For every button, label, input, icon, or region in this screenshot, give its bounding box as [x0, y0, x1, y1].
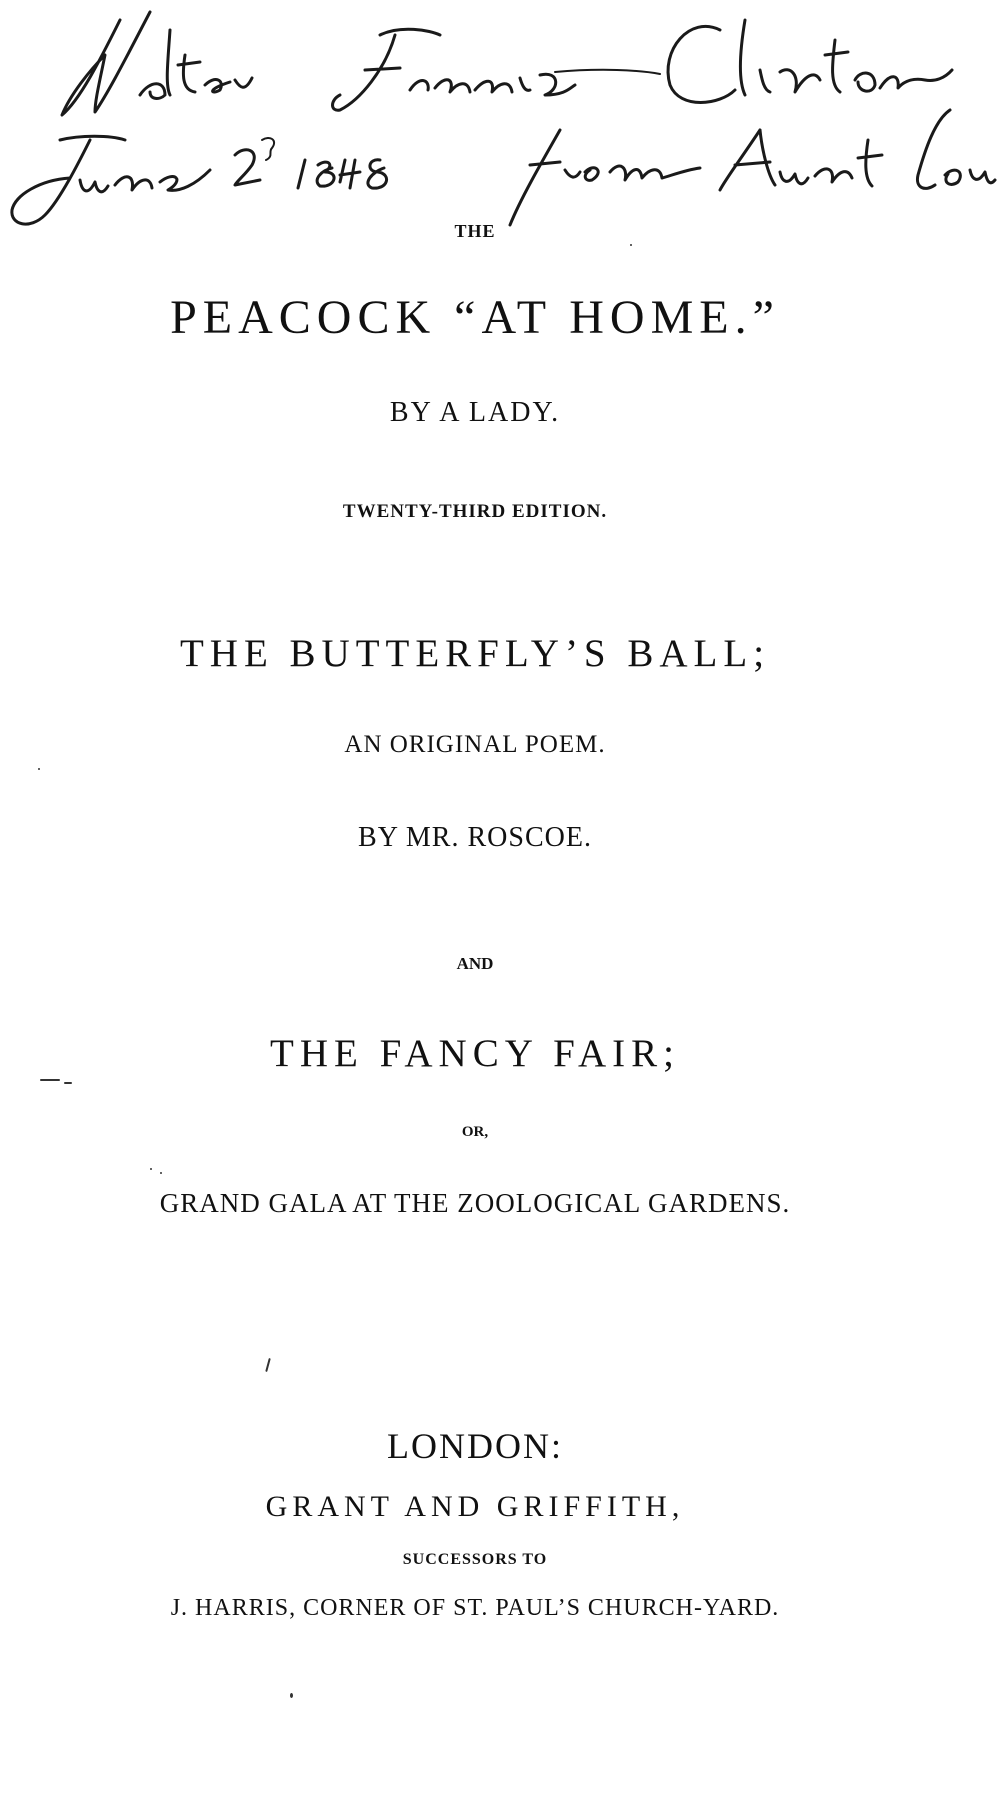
imprint-city: LONDON:	[387, 1426, 563, 1466]
imprint-publisher: GRANT AND GRIFFITH,	[265, 1490, 685, 1523]
or-label: OR,	[461, 1124, 489, 1140]
inscription-drawing	[0, 0, 1000, 240]
second-title: THE BUTTERFLY’S BALL;	[179, 632, 771, 675]
second-author: BY MR. ROSCOE.	[358, 822, 592, 853]
second-subtitle: AN ORIGINAL POEM.	[344, 731, 606, 758]
imprint-address: J. HARRIS, CORNER OF ST. PAUL’S CHURCH-YARD.	[170, 1595, 780, 1621]
ink-speck	[160, 1172, 162, 1174]
ink-speck	[265, 1358, 271, 1372]
ink-speck	[64, 1082, 72, 1084]
ink-speck	[290, 1693, 293, 1698]
ink-speck	[38, 768, 40, 770]
imprint-successors: SUCCESSORS TO	[402, 1551, 548, 1568]
author-line: BY A LADY.	[389, 397, 561, 428]
ink-speck	[150, 1168, 152, 1170]
the-label: THE	[454, 221, 496, 241]
handwritten-inscription	[0, 0, 1000, 240]
ink-speck	[630, 244, 632, 246]
ink-speck	[40, 1079, 60, 1081]
edition-line: TWENTY-THIRD EDITION.	[342, 501, 608, 522]
main-title: PEACOCK “AT HOME.”	[170, 291, 780, 344]
third-title: THE FANCY FAIR;	[270, 1032, 680, 1075]
and-label: AND	[456, 954, 494, 973]
third-subtitle: GRAND GALA AT THE ZOOLOGICAL GARDENS.	[159, 1188, 791, 1218]
